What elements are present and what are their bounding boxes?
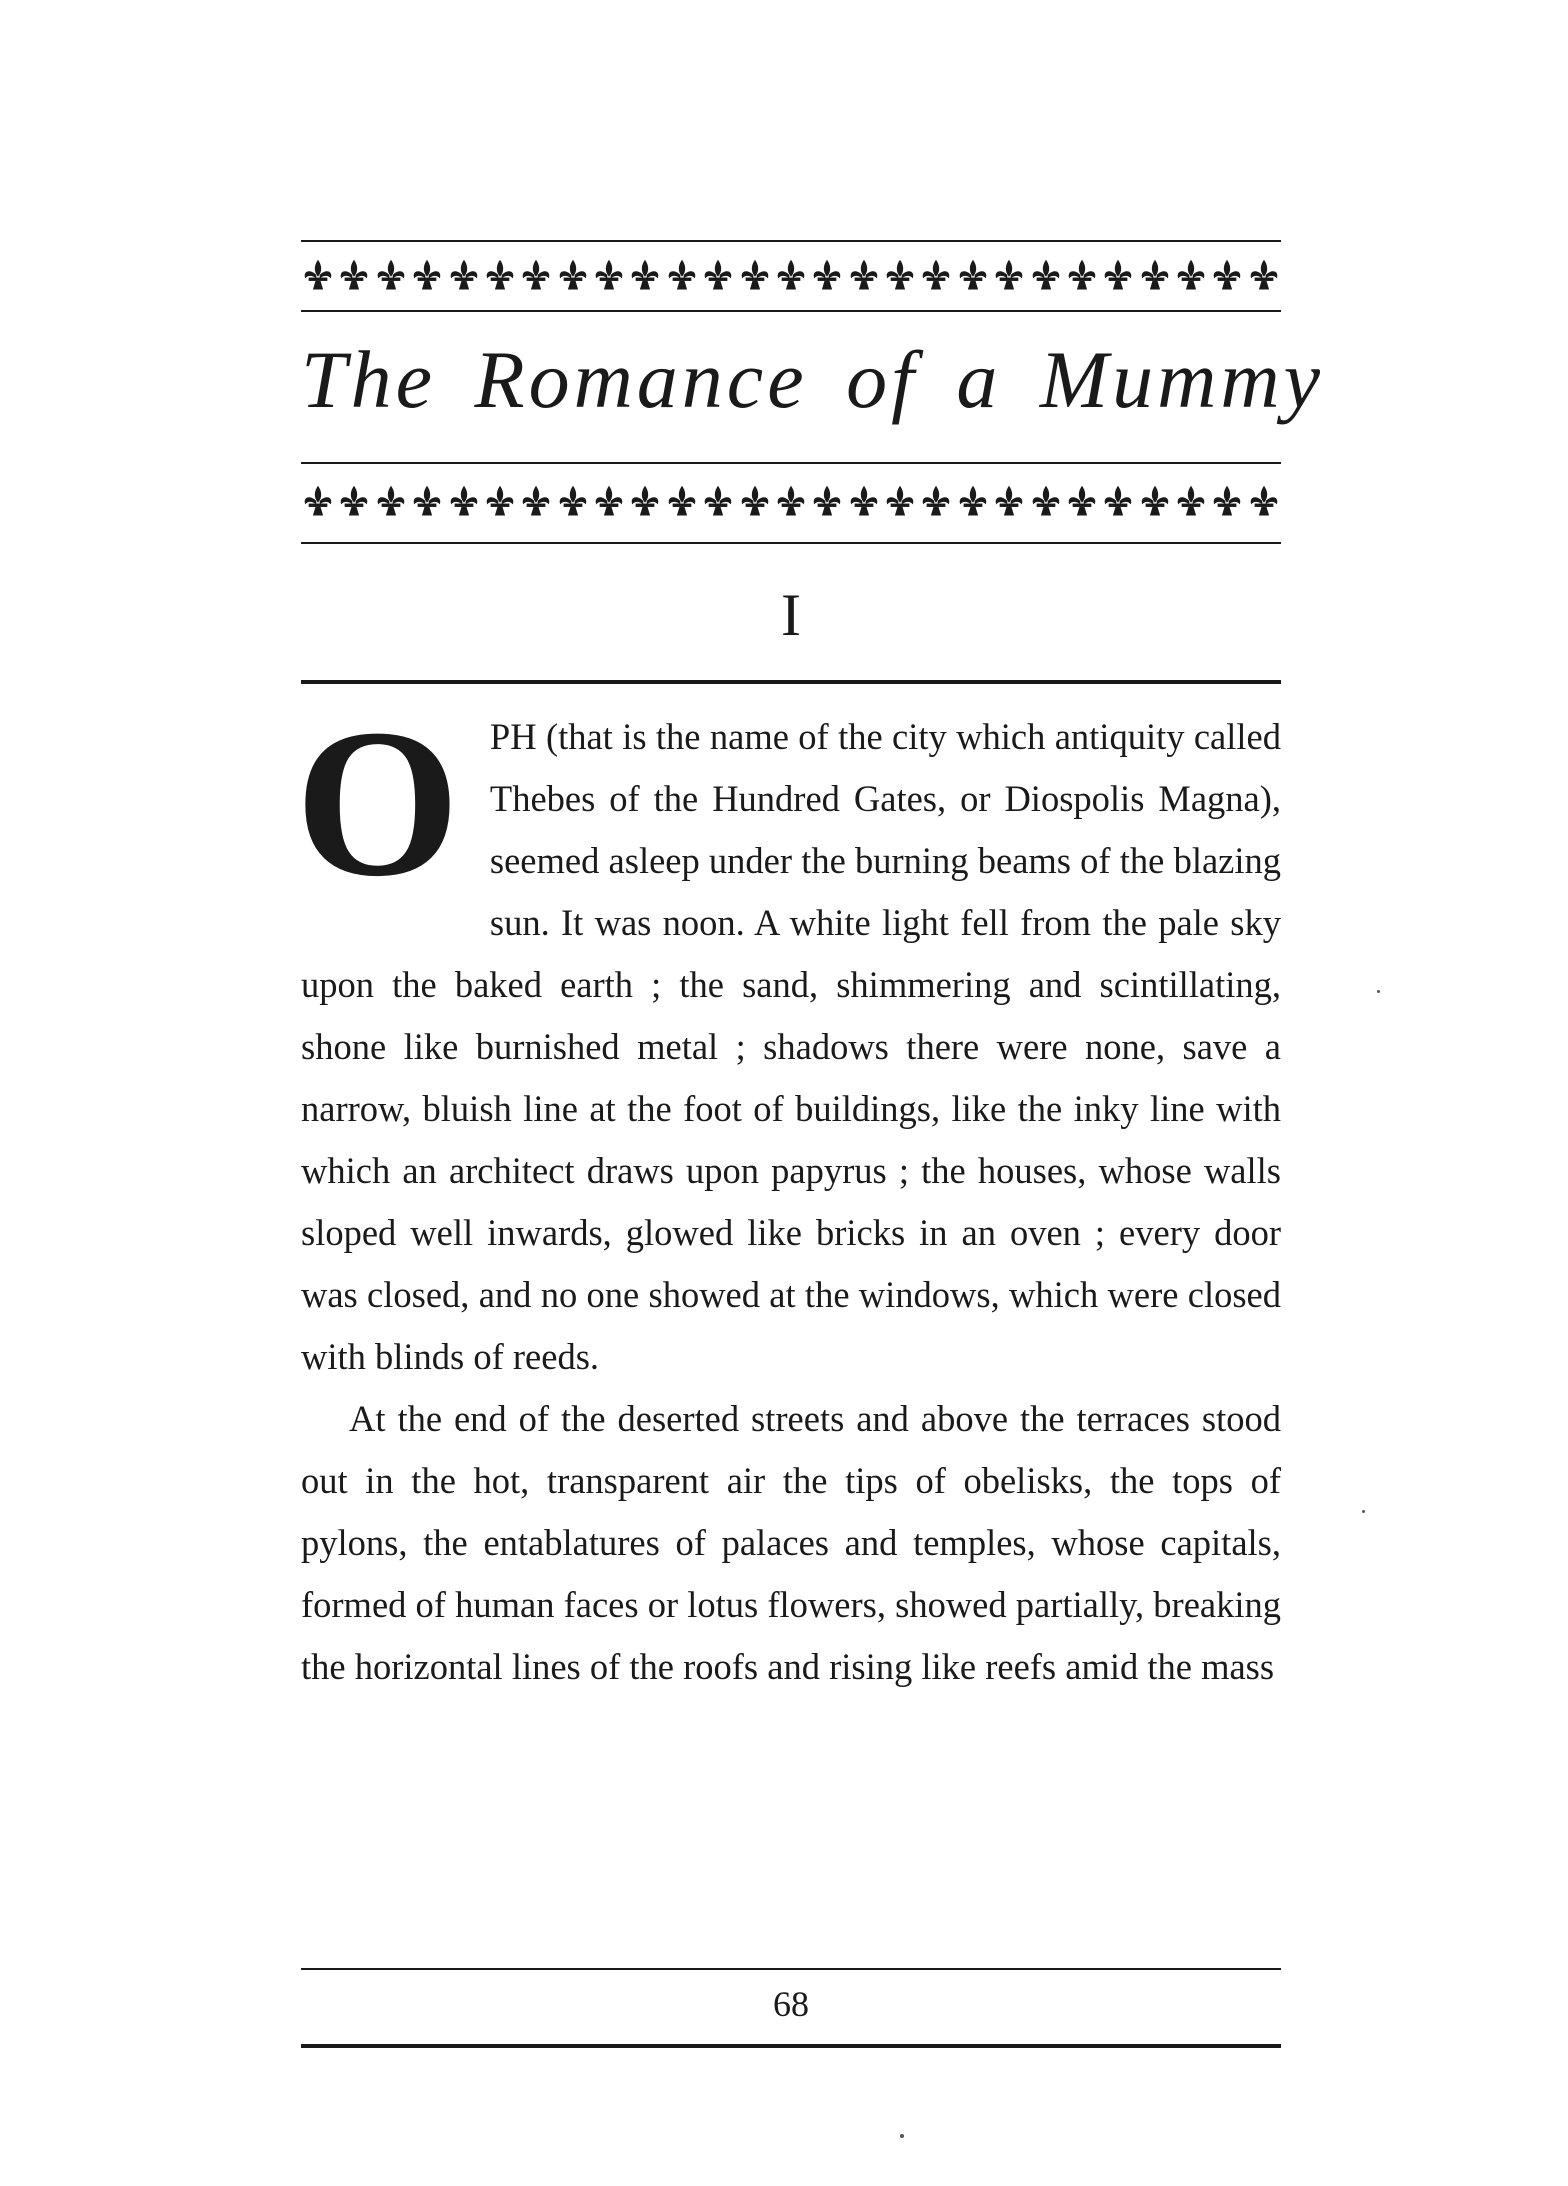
fleur-de-lis-icon (301, 258, 335, 292)
fleur-de-lis-icon (410, 258, 444, 292)
fleur-de-lis-icon (956, 484, 990, 518)
fleur-de-lis-icon (592, 258, 626, 292)
page-title: The Romance of a Mummy (301, 334, 1325, 425)
fleur-de-lis-icon (410, 484, 444, 518)
fleur-de-lis-icon (665, 258, 699, 292)
fleur-de-lis-icon (447, 484, 481, 518)
paragraph-1 (295, 685, 1281, 1388)
fleur-de-lis-icon (774, 258, 808, 292)
fleur-de-lis-icon (301, 484, 335, 518)
chapter-number: I (781, 582, 801, 648)
fleur-de-lis-icon (483, 484, 517, 518)
fleur-de-lis-icon (519, 258, 553, 292)
fleur-de-lis-icon (1101, 484, 1135, 518)
fleur-de-lis-icon (1174, 484, 1208, 518)
fleur-de-lis-icon (628, 258, 662, 292)
ornament-bottom-rule (301, 542, 1281, 544)
fleur-de-lis-icon (1138, 484, 1172, 518)
fleur-de-lis-icon (810, 484, 844, 518)
fleur-de-lis-icon (774, 484, 808, 518)
fleur-de-lis-icon (919, 484, 953, 518)
fleur-de-lis-icon (1174, 258, 1208, 292)
scan-speck (1377, 990, 1380, 993)
fleur-de-lis-icon (374, 258, 408, 292)
fleur-de-lis-icon (1065, 258, 1099, 292)
body-text (295, 685, 1281, 1698)
fleur-de-lis-icon (883, 484, 917, 518)
fleur-de-lis-icon (1247, 484, 1281, 518)
fleur-de-lis-icon (519, 484, 553, 518)
top-rule (301, 240, 1281, 242)
fleur-de-lis-icon (1247, 258, 1281, 292)
fleur-de-lis-icon (738, 258, 772, 292)
fleur-de-lis-icon (1210, 258, 1244, 292)
fleur-de-lis-icon (374, 484, 408, 518)
page-number: 68 (773, 1984, 809, 2024)
paragraph-2: At the end of the deserted streets and above the terraces stood out in the hot, transparent air the tips of obelisks, the tops of pylons, the entablatures of palaces and temples, whose capitals, formed of human faces or lotus flowers, showed partially, breaking the horizontal lines of the roofs and rising like reefs amid the mass (301, 1398, 1281, 1687)
fleur-de-lis-icon (1065, 484, 1099, 518)
scan-speck (1362, 1510, 1365, 1513)
fleur-de-lis-icon (1210, 484, 1244, 518)
footer-top-rule (301, 1968, 1281, 1970)
fleur-de-lis-icon (665, 484, 699, 518)
fleur-de-lis-icon (1101, 258, 1135, 292)
fleur-de-lis-icon (556, 484, 590, 518)
fleur-de-lis-icon (447, 258, 481, 292)
title-top-rule (301, 310, 1281, 312)
footer-bottom-rule (301, 2044, 1281, 2048)
fleur-de-lis-icon (337, 258, 371, 292)
fleur-de-lis-icon (956, 258, 990, 292)
chapter-rule (301, 680, 1281, 684)
fleur-de-lis-icon (1029, 258, 1063, 292)
fleur-de-lis-icon (337, 484, 371, 518)
fleur-de-lis-icon (847, 258, 881, 292)
fleur-de-lis-icon (701, 258, 735, 292)
title-bottom-rule (301, 462, 1281, 464)
fleur-de-lis-icon (1138, 258, 1172, 292)
fleur-de-lis-icon (847, 484, 881, 518)
fleur-de-lis-icon (883, 258, 917, 292)
bottom-ornament-row (301, 478, 1281, 524)
drop-cap: O (295, 685, 460, 920)
scan-speck (900, 2134, 904, 2138)
fleur-de-lis-icon (701, 484, 735, 518)
fleur-de-lis-icon (992, 258, 1026, 292)
top-ornament-row (301, 252, 1281, 298)
fleur-de-lis-icon (592, 484, 626, 518)
fleur-de-lis-icon (992, 484, 1026, 518)
fleur-de-lis-icon (810, 258, 844, 292)
fleur-de-lis-icon (738, 484, 772, 518)
paragraph-1-text: PH (that is the name of the city which antiquity called Thebes of the Hundred Gates, or Diospolis Magna), seemed asleep under the burning beams of the blazing sun. It was noon. A white light fell from the pale sky upon the baked earth ; the sand, shimmering and scintillating, shone like burnished metal ; shadows there were none, save a narrow, bluish line at the foot of buildings, like the inky line with which an architect draws upon papyrus ; the houses, whose walls sloped well inwards, glowed like bricks in an oven ; every door was closed, and no one showed at the windows, which were closed with blinds of reeds. (301, 716, 1281, 1377)
fleur-de-lis-icon (556, 258, 590, 292)
fleur-de-lis-icon (919, 258, 953, 292)
fleur-de-lis-icon (1029, 484, 1063, 518)
fleur-de-lis-icon (628, 484, 662, 518)
fleur-de-lis-icon (483, 258, 517, 292)
